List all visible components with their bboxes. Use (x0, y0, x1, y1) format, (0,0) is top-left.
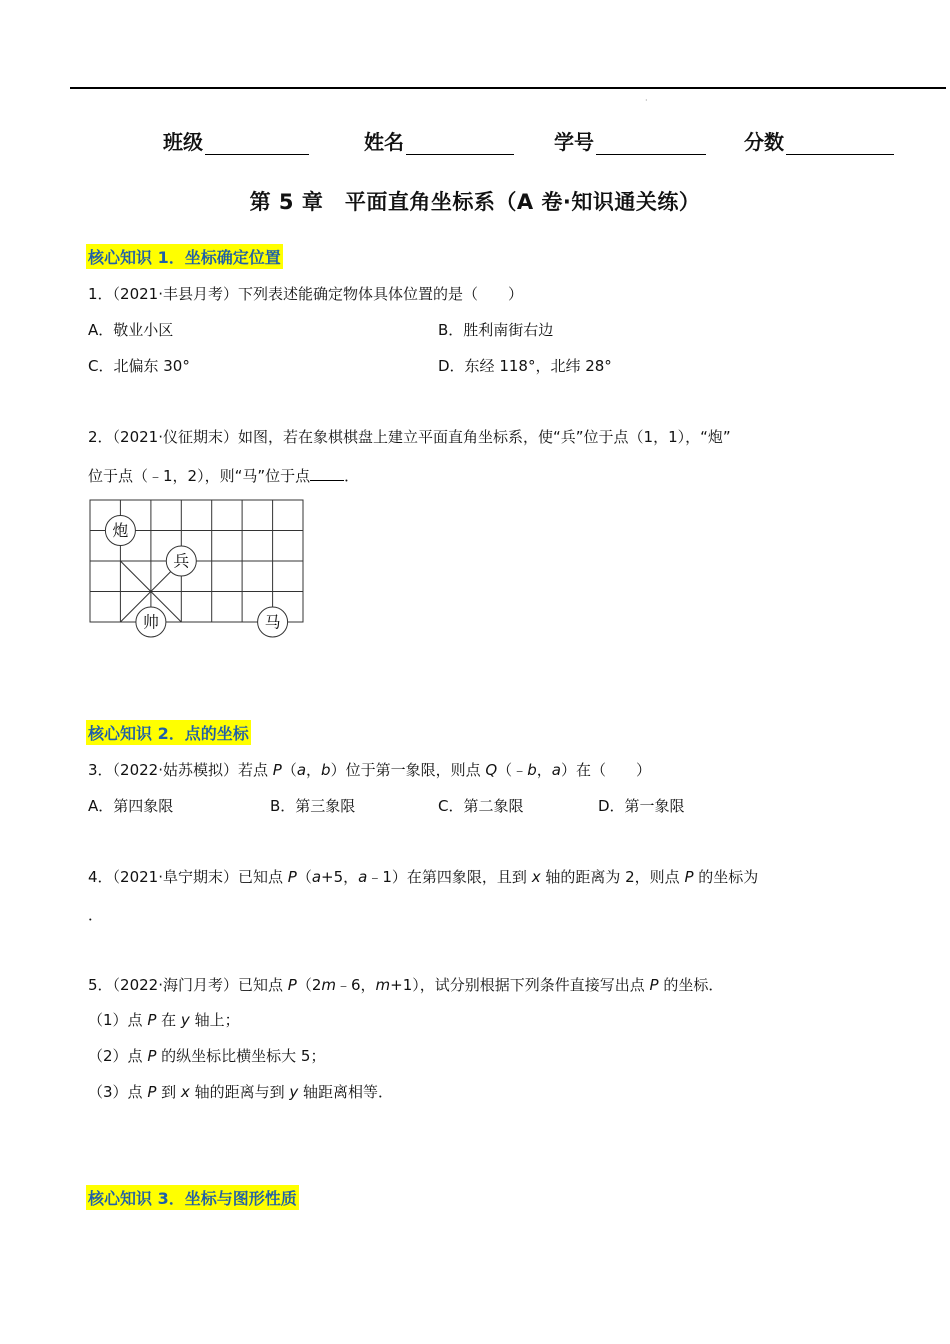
q3-option-b[interactable]: B．第三象限 (270, 797, 356, 815)
piece-bing (166, 546, 196, 576)
name-blank[interactable] (406, 134, 514, 155)
question-1-stem: 1．（2021·丰县月考）下列表述能确定物体具体位置的是（ ） (88, 285, 523, 303)
question-5-sub-2: （2）点 P 的纵坐标比横坐标大 5； (88, 1047, 326, 1065)
student-id-field[interactable] (554, 126, 706, 155)
q3-option-c[interactable]: C．第二象限 (438, 797, 524, 815)
student-id-label: 学号 (554, 130, 594, 154)
question-3-stem: 3．（2022·姑苏模拟）若点 P（a，b）位于第一象限，则点 Q（﹣b，a）在（ ） (88, 761, 651, 779)
question-5-stem: 5．（2022·海门月考）已知点 P（2m﹣6，m+1），试分别根据下列条件直接写出点 P 的坐标． (88, 976, 724, 994)
q3-option-a[interactable]: A．第四象限 (88, 797, 174, 815)
q1-option-d[interactable]: D．东经 118°，北纬 28° (438, 357, 612, 375)
page-title: 第 5 章 平面直角坐标系（A 卷·知识通关练） (249, 190, 701, 214)
header-rule (70, 87, 946, 89)
section-heading-1: 核心知识 1．坐标确定位置 (86, 244, 283, 269)
chess-board-figure (84, 494, 310, 644)
question-4-stem: 4．（2021·阜宁期末）已知点 P（a+5，a﹣1）在第四象限，且到 x 轴的距离为 2，则点 P 的坐标为 (88, 868, 759, 886)
score-blank[interactable] (786, 134, 894, 155)
name-label: 姓名 (364, 130, 404, 154)
piece-ma (258, 607, 288, 637)
class-label: 班级 (163, 130, 203, 154)
q1-option-b[interactable]: B．胜利南街右边 (438, 321, 554, 339)
name-field[interactable] (364, 126, 514, 155)
piece-pao-label: 炮 (112, 521, 129, 540)
header-dot: · (645, 96, 648, 105)
piece-shuai (136, 607, 166, 637)
section-heading-3: 核心知识 3．坐标与图形性质 (86, 1185, 299, 1210)
q1-option-a[interactable]: A．敬业小区 (88, 321, 174, 339)
score-field[interactable] (744, 126, 894, 155)
class-field[interactable] (163, 126, 309, 155)
q1-option-c[interactable]: C．北偏东 30° (88, 357, 190, 375)
question-2-line2: 位于点（﹣1，2），则“马”位于点 ． (88, 467, 360, 485)
question-2-line1: 2．（2021·仪征期末）如图，若在象棋棋盘上建立平面直角坐标系，使“兵”位于点（1，1），“炮” (88, 428, 731, 446)
question-4-line2: ． (88, 906, 104, 924)
piece-ma-label: 马 (264, 612, 281, 632)
question-5-sub-3: （3）点 P 到 x 轴的距离与到 y 轴距离相等． (88, 1083, 394, 1101)
piece-pao (105, 516, 135, 546)
q3-option-d[interactable]: D．第一象限 (598, 797, 685, 815)
score-label: 分数 (744, 130, 784, 154)
question-5-sub-1: （1）点 P 在 y 轴上； (88, 1011, 240, 1029)
student-id-blank[interactable] (596, 134, 706, 155)
piece-shuai-label: 帅 (142, 612, 159, 632)
class-blank[interactable] (205, 134, 309, 155)
section-heading-2: 核心知识 2．点的坐标 (86, 720, 251, 745)
q2-answer-blank[interactable] (310, 466, 344, 481)
piece-bing-label: 兵 (173, 551, 190, 571)
